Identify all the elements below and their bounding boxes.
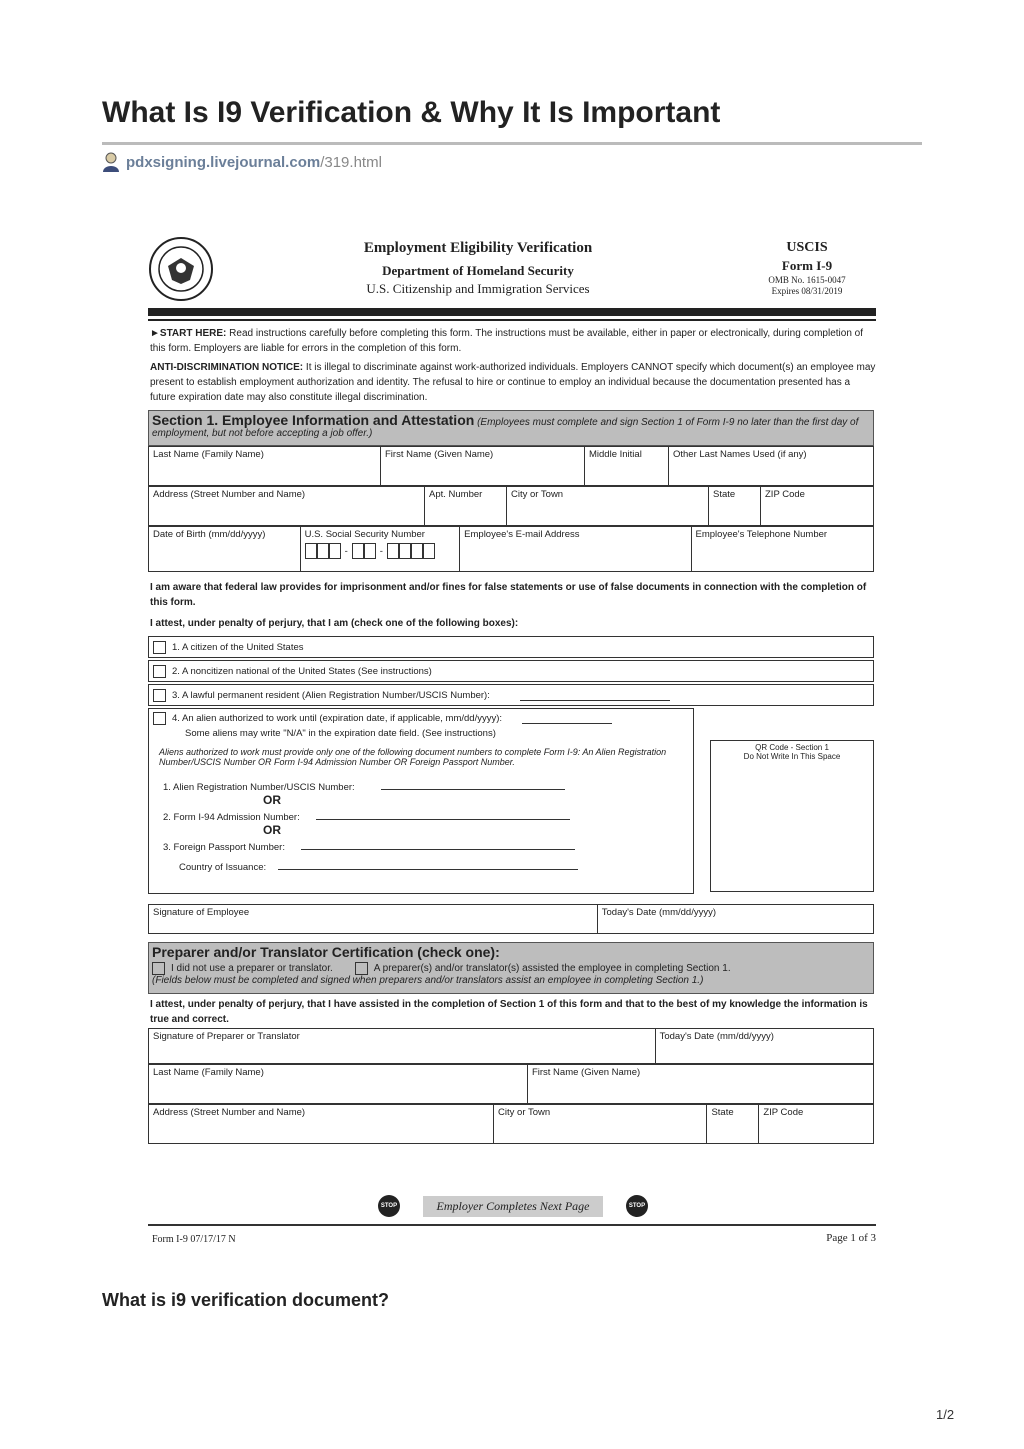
anti-discrimination-notice xyxy=(150,360,876,405)
page-title: What Is I9 Verification & Why It Is Important xyxy=(102,96,721,129)
phone-field[interactable]: Employee's Telephone Number xyxy=(695,529,828,540)
preparer-state-field[interactable]: State xyxy=(707,1105,759,1143)
user-icon xyxy=(102,152,120,172)
middle-initial-field[interactable]: Middle Initial xyxy=(585,447,669,485)
alien-checkbox[interactable] xyxy=(153,712,166,725)
other-names-field[interactable]: Other Last Names Used (if any) xyxy=(673,449,807,460)
section1-header xyxy=(148,410,874,446)
preparer-last-name-field[interactable]: Last Name (Family Name) xyxy=(149,1065,528,1103)
ssn-label: U.S. Social Security Number xyxy=(304,529,425,540)
form-name: Form I-9 xyxy=(781,258,833,273)
alien-section xyxy=(148,708,694,894)
doc1-line[interactable] xyxy=(381,779,565,790)
address-field[interactable]: Address (Street Number and Name) xyxy=(149,487,425,525)
qr-code-box xyxy=(710,740,874,892)
employee-name-row xyxy=(148,446,874,486)
preparer-header xyxy=(148,942,874,994)
doc3-line[interactable] xyxy=(301,839,575,850)
preparer-signature-field[interactable]: Signature of Preparer or Translator xyxy=(149,1029,656,1063)
state-field[interactable]: State xyxy=(709,487,761,525)
option-citizen[interactable] xyxy=(148,636,874,658)
expiration-line[interactable] xyxy=(522,713,612,724)
form-agency: U.S. Citizenship and Immigration Services xyxy=(366,281,590,296)
employee-signature-field[interactable]: Signature of Employee xyxy=(149,905,598,933)
form-footer-version: Form I-9 07/17/17 N xyxy=(152,1234,236,1245)
address-row xyxy=(148,486,874,526)
preparer-title: Preparer and/or Translator Certification (check one): xyxy=(152,944,500,960)
preparer-note: (Fields below must be completed and signed when preparers and/or translators assist an employee in completing Section 1.) xyxy=(152,975,704,986)
uscis-label: USCIS xyxy=(786,240,828,255)
preparer-signature-row xyxy=(148,1028,874,1064)
i9-form-image xyxy=(148,232,876,1252)
form-dept: Department of Homeland Security xyxy=(382,263,574,278)
or-label-2: OR xyxy=(263,823,281,837)
doc3-label: 3. Foreign Passport Number: xyxy=(163,842,285,853)
option-citizen-label: 1. A citizen of the United States xyxy=(172,641,304,653)
or-label: OR xyxy=(263,793,281,807)
email-field[interactable]: Employee's E-mail Address xyxy=(460,527,691,571)
na-note: Some aliens may write "N/A" in the expiration date field. (See instructions) xyxy=(185,728,496,739)
option-noncitizen-national[interactable] xyxy=(148,660,874,682)
resident-checkbox[interactable] xyxy=(153,689,166,702)
zip-field[interactable]: ZIP Code xyxy=(765,489,805,500)
no-preparer-label: I did not use a preparer or translator. xyxy=(171,963,333,974)
ssn-boxes: - - xyxy=(305,543,456,559)
source-path: /319.html xyxy=(320,153,382,171)
qr-note-1: QR Code - Section 1 xyxy=(755,743,829,752)
preparer-address-field[interactable]: Address (Street Number and Name) xyxy=(149,1105,494,1143)
dob-field[interactable]: Date of Birth (mm/dd/yyyy) xyxy=(149,527,301,571)
no-preparer-checkbox[interactable] xyxy=(152,962,165,975)
city-field[interactable]: City or Town xyxy=(507,487,709,525)
form-expires: Expires 08/31/2019 xyxy=(771,286,843,296)
aware-statement: I am aware that federal law provides for imprisonment and/or fines for false statements or use of false documents in connection with the completion of this form. xyxy=(150,582,867,608)
preparer-name-row xyxy=(148,1064,874,1104)
source-domain: pdxsigning.livejournal.com xyxy=(126,153,321,171)
omb-number: OMB No. 1615-0047 xyxy=(768,275,846,285)
preparer-city-field[interactable]: City or Town xyxy=(494,1105,707,1143)
section1-title: Section 1. Employee Information and Attestation xyxy=(152,412,475,428)
option-permanent-resident[interactable] xyxy=(148,684,874,706)
form-title: Employment Eligibility Verification xyxy=(363,240,593,256)
ssn-field[interactable] xyxy=(301,527,461,571)
stop-sign-icon-right: STOP xyxy=(626,1195,648,1217)
preparer-first-name-field[interactable]: First Name (Given Name) xyxy=(531,1067,641,1078)
employee-signature-row xyxy=(148,904,874,934)
last-name-field[interactable]: Last Name (Family Name) xyxy=(149,447,381,485)
qr-note-2: Do Not Write In This Space xyxy=(743,752,841,761)
next-page-label: Employer Completes Next Page xyxy=(423,1196,604,1217)
aliens-note: Aliens authorized to work must provide only one of the following document numbers to complete Form I-9: An Alien Registration Number/USCIS Number OR Form I-94 Admission Number OR Foreign Passport Number. xyxy=(159,747,667,767)
first-name-field[interactable]: First Name (Given Name) xyxy=(381,447,585,485)
option-resident-label: 3. A lawful permanent resident (Alien Registration Number/USCIS Number): xyxy=(172,689,490,701)
preparer-checkbox[interactable] xyxy=(355,962,368,975)
preparer-zip-field[interactable]: ZIP Code xyxy=(763,1107,804,1118)
anti-label: ANTI-DISCRIMINATION NOTICE: xyxy=(150,362,304,373)
apt-number-field[interactable]: Apt. Number xyxy=(425,487,507,525)
stop-sign-icon: STOP xyxy=(378,1195,400,1217)
page-number: 1/2 xyxy=(936,1407,955,1422)
header-rule-thin xyxy=(148,319,876,321)
doc1-label: 1. Alien Registration Number/USCIS Number: xyxy=(163,782,355,793)
noncitizen-checkbox[interactable] xyxy=(153,665,166,678)
source-link[interactable] xyxy=(102,152,382,172)
preparer-address-row xyxy=(148,1104,874,1144)
preparer-label: A preparer(s) and/or translator(s) assisted the employee in completing Section 1. xyxy=(373,963,731,974)
country-line[interactable] xyxy=(278,859,578,870)
dhs-seal-icon xyxy=(148,236,214,302)
attest-statement: I attest, under penalty of perjury, that I am (check one of the following boxes): xyxy=(150,618,519,629)
next-page-banner xyxy=(378,1194,648,1218)
option-alien-label: 4. An alien authorized to work until (expiration date, if applicable, mm/dd/yyyy): xyxy=(172,713,503,724)
preparer-attest: I attest, under penalty of perjury, that I have assisted in the completion of Section 1 of this form and that to the best of my knowledge the information is true and correct. xyxy=(150,999,868,1025)
preparer-date-field[interactable]: Today's Date (mm/dd/yyyy) xyxy=(659,1031,774,1042)
option-noncitizen-label: 2. A noncitizen national of the United States (See instructions) xyxy=(172,665,432,677)
start-here-label: ►START HERE: xyxy=(150,328,227,339)
dob-ssn-row xyxy=(148,526,874,572)
doc2-label: 2. Form I-94 Admission Number: xyxy=(163,812,300,823)
title-divider xyxy=(102,142,922,145)
form-footer-page: Page 1 of 3 xyxy=(826,1232,876,1244)
footer-rule xyxy=(148,1224,876,1226)
anti-text: It is illegal to discriminate against work-authorized individuals. Employers CANNOT specify which document(s) an employee may present to establish employment authorization and identity. The refusal to hire or continue to employ an individual because the documentation presented has a future expiration date may also constitute illegal discrimination. xyxy=(150,362,876,403)
country-label: Country of Issuance: xyxy=(179,862,267,873)
resident-number-line[interactable] xyxy=(520,690,670,701)
employee-date-field[interactable]: Today's Date (mm/dd/yyyy) xyxy=(601,907,717,918)
citizen-checkbox[interactable] xyxy=(153,641,166,654)
doc2-line[interactable] xyxy=(316,809,570,820)
section1-note: (Employees must complete and sign Section 1 of Form I-9 no later than the first day of employment, but not before accepting a job offer.) xyxy=(152,417,859,439)
section-heading: What is i9 verification document? xyxy=(102,1290,390,1310)
header-rule xyxy=(148,308,876,316)
start-here-notice xyxy=(150,326,876,356)
start-here-text: Read instructions carefully before completing this form. The instructions must be available, either in paper or electronically, during completion of this form. Employers are liable for errors in the completion of this form. xyxy=(150,328,864,354)
